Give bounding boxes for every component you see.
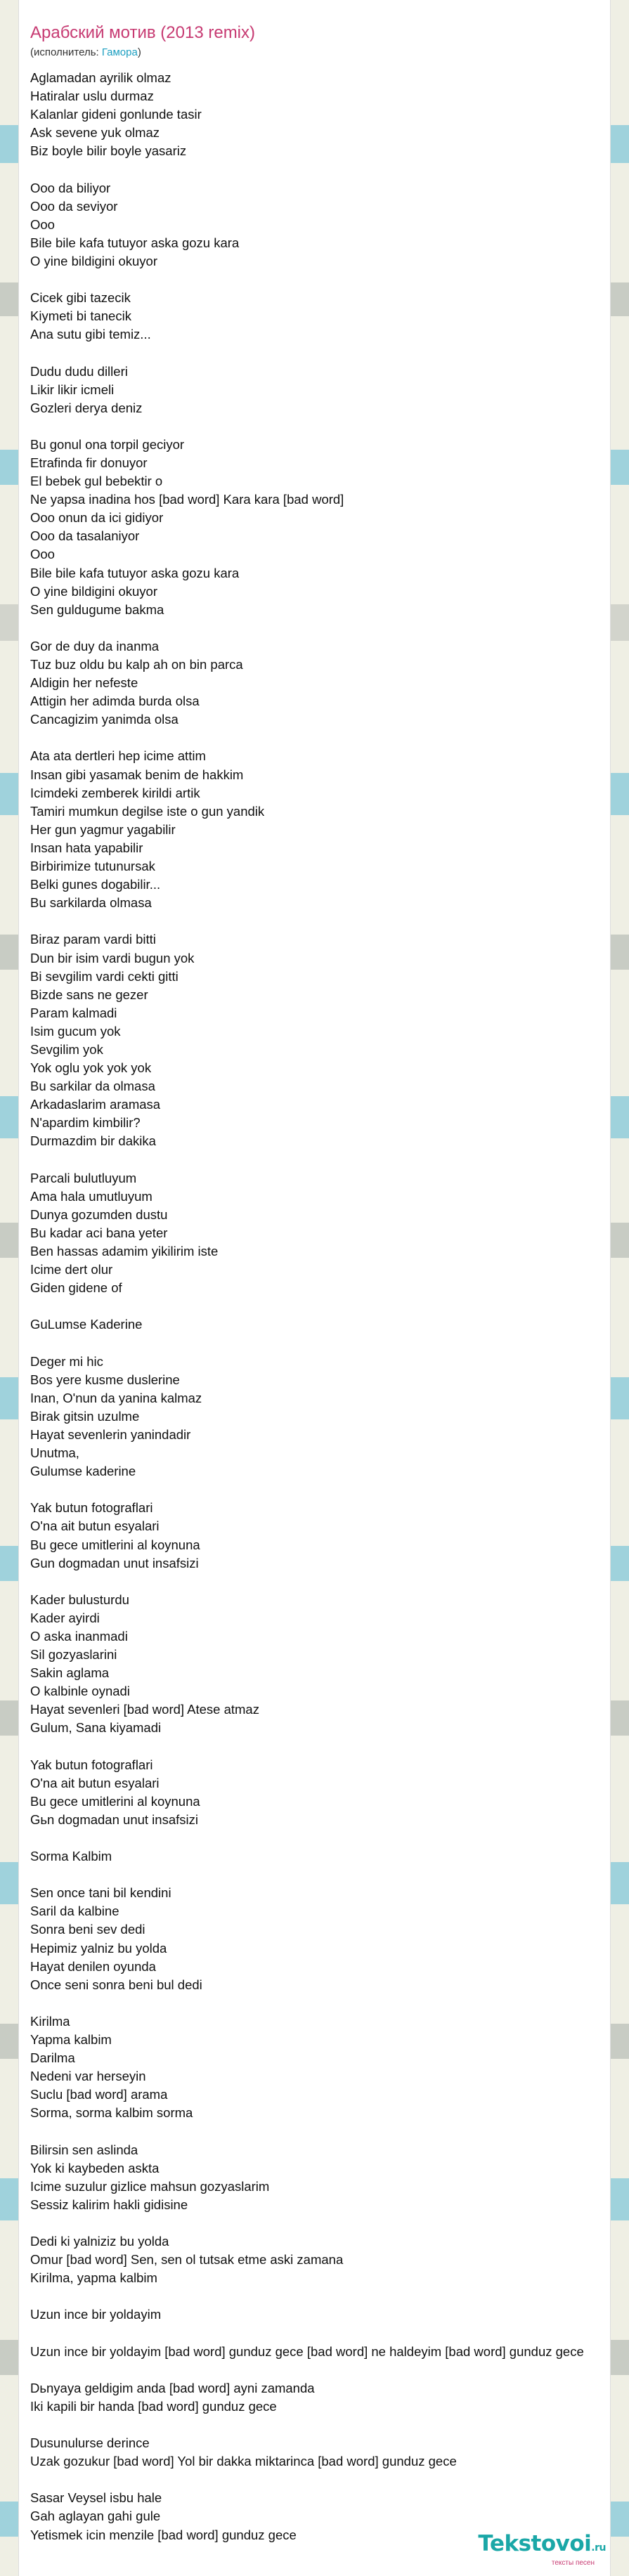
lyric-line: Ooo da tasalaniyor <box>30 528 140 544</box>
byline-suffix: ) <box>137 46 141 58</box>
lyric-line: Bizde sans ne gezer <box>30 987 148 1002</box>
lyric-line: Deger mi hic <box>30 1353 103 1369</box>
stanza-break <box>30 160 610 178</box>
lyric-line: Cicek gibi tazecik <box>30 290 131 306</box>
lyrics-text <box>19 59 610 2544</box>
stanza-break <box>30 1738 610 1756</box>
lyric-line: Dьnyaya geldigim anda [bad word] ayni zamanda <box>30 2380 315 2395</box>
lyric-line: Inan, O'nun da yanina kalmaz <box>30 1390 202 1405</box>
lyric-line: Bu gece umitlerini al koynuna <box>30 1793 200 1809</box>
lyric-line: Gor de duy da inanma <box>30 638 160 653</box>
lyric-line: Kalanlar gideni gonlunde tasir <box>30 107 202 122</box>
lyric-line: Param kalmadi <box>30 1005 117 1020</box>
artist-link[interactable]: Гамора <box>101 46 138 58</box>
lyric-line: O'na ait butun esyalari <box>30 1518 160 1534</box>
stanza-break <box>30 619 610 637</box>
stanza-break <box>30 417 610 436</box>
lyric-line: Biraz param vardi bitti <box>30 932 156 947</box>
lyric-line: Yok ki kaybeden askta <box>30 2160 160 2175</box>
lyric-line: Ooo <box>30 216 55 232</box>
byline-prefix: (исполнитель: <box>30 46 102 58</box>
lyric-line: GuLumse Kaderine <box>30 1317 143 1332</box>
lyric-line: Yok oglu yok yok yok <box>30 1060 152 1076</box>
lyric-line: Likir likir icmeli <box>30 382 115 397</box>
lyric-line: Bilirsin sen aslinda <box>30 2142 138 2157</box>
lyric-line: Ooo da seviyor <box>30 198 118 214</box>
lyric-line: Cancagizim yanimda olsa <box>30 712 179 727</box>
lyrics-page <box>18 0 611 2576</box>
lyric-line: Bi sevgilim vardi cekti gitti <box>30 968 179 984</box>
lyric-line: Uzun ince bir yoldayim [bad word] gunduz gece [bad word] ne haldeyim [bad word] gunduz gece <box>30 2343 584 2359</box>
lyric-line: Kirilma, yapma kalbim <box>30 2270 157 2286</box>
lyric-line: Hayat sevenlerin yanindadir <box>30 1426 191 1442</box>
lyric-line: Yak butun fotograflari <box>30 1500 153 1516</box>
lyric-line: Dudu dudu dilleri <box>30 363 128 379</box>
lyric-line: Icime dert olur <box>30 1262 113 1277</box>
logo-brand: Tekstovoi <box>478 2531 592 2556</box>
lyric-line: Dedi ki yalniziz bu yolda <box>30 2234 169 2249</box>
lyric-line: Ata ata dertleri hep icime attim <box>30 748 206 764</box>
lyric-line: Isim gucum yok <box>30 1023 121 1039</box>
lyric-line: Aglamadan ayrilik olmaz <box>30 70 171 85</box>
lyric-line: Dusunulurse derince <box>30 2435 150 2451</box>
lyric-line: Kiymeti bi tanecik <box>30 308 131 324</box>
logo-tagline: тексты песен <box>551 2559 595 2567</box>
lyric-line: Nedeni var herseyin <box>30 2069 146 2084</box>
lyric-line: Ooo onun da ici gidiyor <box>30 510 164 526</box>
lyric-line: Saril da kalbine <box>30 1904 119 1919</box>
lyric-line: N'apardim kimbilir? <box>30 1115 141 1131</box>
lyric-line: Birak gitsin uzulme <box>30 1408 140 1424</box>
lyric-line: El bebek gul bebektir o <box>30 474 163 489</box>
song-title: Арабский мотив (2013 remix) <box>30 23 256 42</box>
lyric-line: Insan gibi yasamak benim de hakkim <box>30 767 244 782</box>
lyric-line: Attigin her adimda burda olsa <box>30 694 200 709</box>
lyric-line: Hayat sevenleri [bad word] Atese atmaz <box>30 1702 259 1717</box>
lyric-line: Bu sarkilarda olmasa <box>30 895 152 911</box>
lyric-line: Uzun ince bir yoldayim <box>30 2307 162 2322</box>
lyric-line: Tamiri mumkun degilse iste o gun yandik <box>30 803 265 819</box>
lyric-line: Bu kadar aci bana yeter <box>30 1225 168 1240</box>
site-logo[interactable] <box>458 2531 606 2569</box>
lyric-line: Bile bile kafa tutuyor aska gozu kara <box>30 565 240 580</box>
artist-byline <box>30 46 610 59</box>
lyric-line: Ama hala umutluyum <box>30 1188 153 1204</box>
lyric-line: Darilma <box>30 2050 75 2066</box>
lyric-line: Sen once tani bil kendini <box>30 1885 171 1901</box>
lyric-line: Ooo <box>30 547 55 562</box>
stanza-break <box>30 2123 610 2141</box>
stanza-break <box>30 1994 610 2012</box>
stanza-break <box>30 729 610 747</box>
stanza-break <box>30 271 610 289</box>
lyric-line: Sakin aglama <box>30 1665 110 1681</box>
lyric-line: Omur [bad word] Sen, sen ol tutsak etme aski zamana <box>30 2252 344 2268</box>
lyric-line: Gah aglayan gahi gule <box>30 2509 161 2524</box>
stanza-break <box>30 2287 610 2305</box>
lyric-line: O yine bildigini okuyor <box>30 253 157 268</box>
lyric-line: Etrafinda fir donuyor <box>30 455 148 470</box>
lyric-line: Kader bulusturdu <box>30 1592 129 1607</box>
lyric-line: O kalbinle oynadi <box>30 1684 130 1699</box>
lyric-line: O'na ait butun esyalari <box>30 1775 160 1790</box>
lyric-line: Gozleri derya deniz <box>30 400 143 415</box>
lyric-line: Icime suzulur gizlice mahsun gozyaslarim <box>30 2178 270 2194</box>
stanza-break <box>30 1481 610 1499</box>
stanza-break <box>30 2214 610 2232</box>
stanza-break <box>30 912 610 930</box>
lyric-line: Kader ayirdi <box>30 1610 100 1625</box>
stanza-break <box>30 2471 610 2489</box>
lyric-line: Ask sevene yuk olmaz <box>30 125 160 141</box>
lyric-line: Ana sutu gibi temiz... <box>30 327 151 342</box>
stanza-break <box>30 1297 610 1315</box>
lyric-line: Sil gozyaslarini <box>30 1647 117 1663</box>
lyric-line: Unutma, <box>30 1445 79 1461</box>
lyric-line: Yapma kalbim <box>30 2032 112 2048</box>
lyric-line: Sen guldugume bakma <box>30 601 164 617</box>
lyric-line: Hatiralar uslu durmaz <box>30 89 154 104</box>
lyric-line: Icimdeki zemberek kirildi artik <box>30 785 200 800</box>
lyric-line: Bu sarkilar da olmasa <box>30 1079 155 1094</box>
lyric-line: Dun bir isim vardi bugun yok <box>30 950 195 965</box>
lyric-line: Kirilma <box>30 2013 70 2029</box>
lyric-line: Ne yapsa inadina hos [bad word] Kara kara [bad word] <box>30 492 344 507</box>
lyric-line: Birbirimize tutunursak <box>30 859 155 874</box>
lyric-line: Sevgilim yok <box>30 1041 103 1057</box>
lyric-line: Ben hassas adamim yikilirim iste <box>30 1244 219 1258</box>
lyric-line: Gun dogmadan unut insafsizi <box>30 1555 199 1570</box>
song-header <box>19 0 610 59</box>
lyric-line: Biz boyle bilir boyle yasariz <box>30 143 187 159</box>
lyric-line: Her gun yagmur yagabilir <box>30 821 176 837</box>
lyric-line: Dunya gozumden dustu <box>30 1206 168 1222</box>
stanza-break <box>30 344 610 362</box>
stanza-break <box>30 2416 610 2434</box>
stanza-break <box>30 1573 610 1591</box>
stanza-break <box>30 1829 610 1847</box>
lyric-line: Arkadaslarim aramasa <box>30 1097 161 1112</box>
lyric-line: Belki gunes dogabilir... <box>30 877 161 892</box>
logo-wordmark <box>458 2531 606 2561</box>
lyric-line: Hayat denilen oyunda <box>30 1958 156 1974</box>
lyric-line: O yine bildigini okuyor <box>30 583 157 599</box>
lyric-line: Yak butun fotograflari <box>30 1757 153 1772</box>
lyric-line: Sonra beni sev dedi <box>30 1922 145 1937</box>
lyric-line: Bile bile kafa tutuyor aska gozu kara <box>30 235 240 250</box>
lyric-line: Gьn dogmadan unut insafsizi <box>30 1811 198 1827</box>
logo-tld: .ru <box>591 2542 606 2554</box>
lyric-line: Yetismek icin menzile [bad word] gunduz gece <box>30 2527 297 2542</box>
lyric-line: Gulumse kaderine <box>30 1464 136 1479</box>
lyric-line: Aldigin her nefeste <box>30 675 138 691</box>
lyric-line: Uzak gozukur [bad word] Yol bir dakka miktarinca [bad word] gunduz gece <box>30 2454 457 2469</box>
lyric-line: Sessiz kalirim hakli gidisine <box>30 2197 188 2212</box>
stanza-break <box>30 2324 610 2343</box>
lyric-line: Parcali bulutluyum <box>30 1170 137 1185</box>
lyric-line: Gulum, Sana kiyamadi <box>30 1720 162 1736</box>
lyric-line: Once seni sonra beni bul dedi <box>30 1977 202 1992</box>
lyric-line: Bu gece umitlerini al koynuna <box>30 1537 200 1552</box>
lyric-line: Iki kapili bir handa [bad word] gunduz gece <box>30 2398 277 2414</box>
lyric-line: Durmazdim bir dakika <box>30 1133 156 1149</box>
lyric-line: Suclu [bad word] arama <box>30 2087 168 2102</box>
lyric-line: Sorma, sorma kalbim sorma <box>30 2105 193 2121</box>
lyric-line: Insan hata yapabilir <box>30 840 143 855</box>
lyric-line: Sasar Veysel isbu hale <box>30 2490 162 2506</box>
lyric-line: Bu gonul ona torpil geciyor <box>30 436 185 452</box>
stanza-break <box>30 2361 610 2379</box>
lyric-line: O aska inanmadi <box>30 1628 128 1644</box>
lyric-line: Bos yere kusme duslerine <box>30 1372 180 1387</box>
lyric-line: Hepimiz yalniz bu yolda <box>30 1940 167 1956</box>
stanza-break <box>30 1334 610 1352</box>
lyric-line: Ooo da biliyor <box>30 180 111 195</box>
stanza-break <box>30 1151 610 1169</box>
stanza-break <box>30 1866 610 1884</box>
lyric-line: Sorma Kalbim <box>30 1849 112 1864</box>
lyric-line: Giden gidene of <box>30 1280 122 1296</box>
lyric-line: Tuz buz oldu bu kalp ah on bin parca <box>30 657 243 672</box>
